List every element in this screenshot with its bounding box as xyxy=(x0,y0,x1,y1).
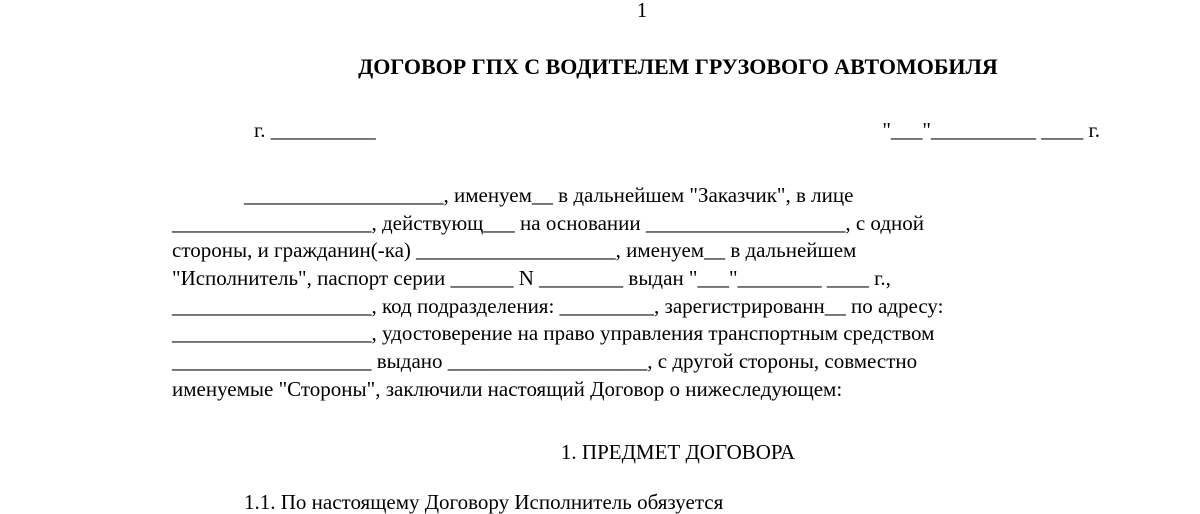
preamble-line: ___________________ выдано ___________________, с другой стороны, совместно xyxy=(172,349,918,374)
city-field: г. __________ xyxy=(254,118,376,142)
preamble-line: ___________________, удостоверение на право управления транспортным средством xyxy=(172,321,935,346)
preamble-line: стороны, и гражданин(-ка) ___________________, именуем__ в дальнейшем xyxy=(172,238,857,263)
preamble-line: ___________________, действующ___ на основании ___________________, с одной xyxy=(172,210,924,235)
preamble-line: именуемые "Стороны", заключили настоящий Договор о нижеследующем: xyxy=(172,376,843,401)
preamble-line: ___________________, именуем__ в дальнейшем "Заказчик", в лице xyxy=(244,183,854,207)
preamble-line: ___________________, код подразделения: _________, зарегистрированн__ по адресу: xyxy=(172,293,944,318)
clause-1-1: 1.1. По настоящему Договору Исполнитель обязуется xyxy=(244,490,724,514)
date-field: "___"__________ ____ г. xyxy=(882,118,1100,142)
page-number: 1 xyxy=(636,0,648,22)
preamble-line: "Исполнитель", паспорт серии ______ N ________ выдан "___"________ ____ г., xyxy=(172,266,891,291)
section-heading: 1. ПРЕДМЕТ ДОГОВОРА xyxy=(560,440,796,464)
document-title: ДОГОВОР ГПХ С ВОДИТЕЛЕМ ГРУЗОВОГО АВТОМОБИЛЯ xyxy=(358,54,998,79)
preamble-paragraph xyxy=(172,182,1102,404)
